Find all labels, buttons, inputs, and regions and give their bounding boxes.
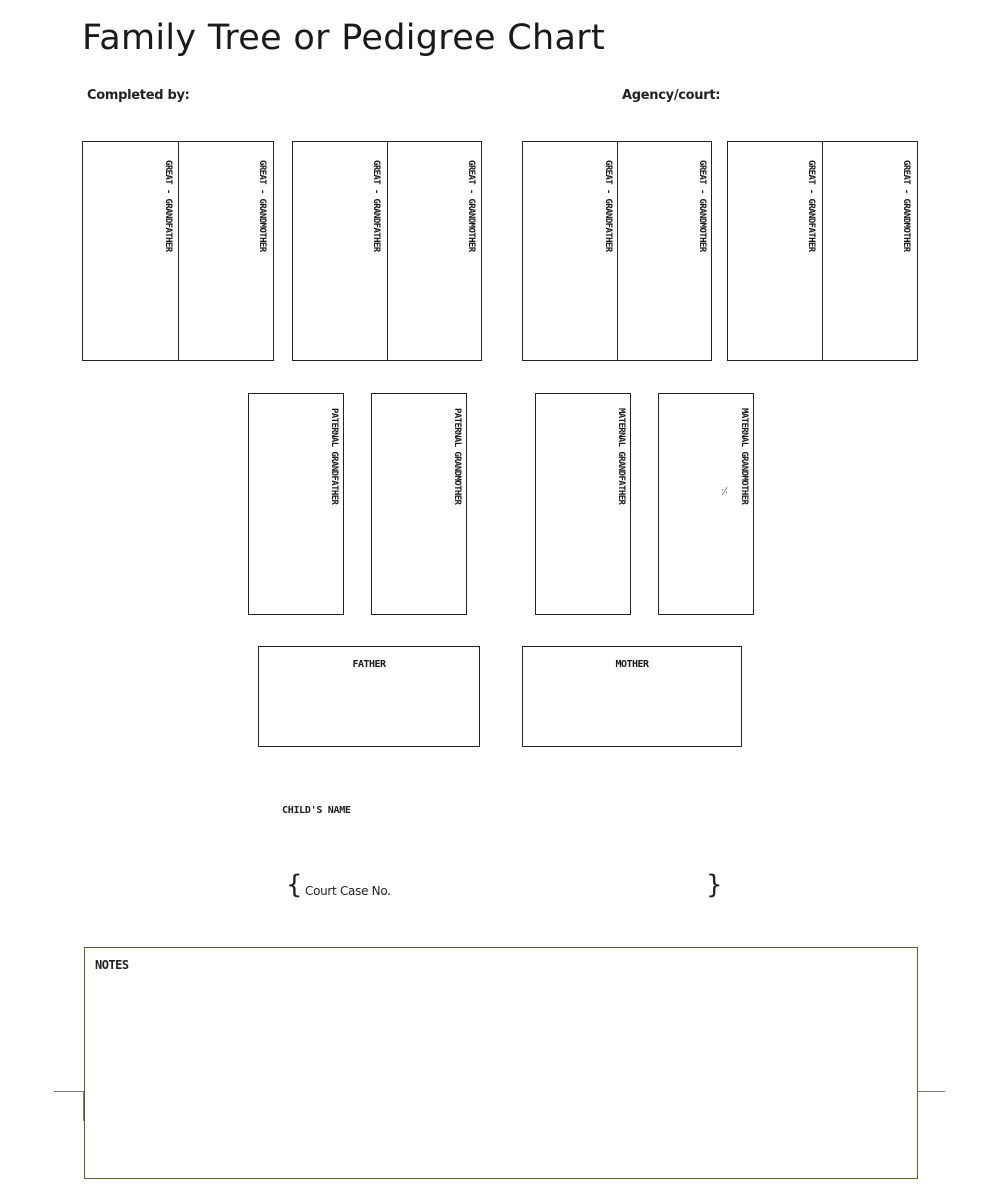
court-case-no-label: Court Case No.: [305, 884, 391, 898]
mother-label: MOTHER: [615, 659, 649, 670]
close-brace: }: [706, 870, 723, 900]
stray-mark-icon: ⸓: [721, 485, 729, 498]
maternal-grandfather-label: MATERNAL GRANDFATHER: [616, 408, 626, 505]
childs-name-label: CHILD'S NAME: [282, 805, 351, 816]
open-brace: {: [286, 870, 303, 900]
father-label: FATHER: [352, 659, 386, 670]
father-box[interactable]: [258, 646, 480, 747]
great-grandmother-label: GREAT - GRANDMOTHER: [697, 160, 707, 252]
great-grandparents-box-3[interactable]: [522, 141, 712, 361]
paternal-grandmother-label: PATERNAL GRANDMOTHER: [452, 408, 462, 505]
paternal-grandfather-label: PATERNAL GRANDFATHER: [329, 408, 339, 505]
great-grandparents-box-2[interactable]: [292, 141, 482, 361]
great-grandfather-label: GREAT - GRANDFATHER: [163, 160, 173, 252]
paternal-grandmother-box[interactable]: [371, 393, 467, 615]
maternal-grandfather-box[interactable]: [535, 393, 631, 615]
great-grandfather-label: GREAT - GRANDFATHER: [371, 160, 381, 252]
agency-court-label: Agency/court:: [622, 88, 721, 103]
page-title: Family Tree or Pedigree Chart: [82, 18, 605, 58]
notes-box[interactable]: [84, 947, 918, 1179]
divider: [387, 142, 388, 360]
great-grandparents-box-1[interactable]: [82, 141, 274, 361]
paternal-grandfather-box[interactable]: [248, 393, 344, 615]
divider: [178, 142, 179, 360]
divider: [822, 142, 823, 360]
page-margin-rule-left: [54, 1091, 85, 1092]
great-grandfather-label: GREAT - GRANDFATHER: [603, 160, 613, 252]
great-grandmother-label: GREAT - GRANDMOTHER: [901, 160, 911, 252]
page-margin-rule-right: [917, 1091, 945, 1092]
maternal-grandmother-box[interactable]: [658, 393, 754, 615]
great-grandmother-label: GREAT - GRANDMOTHER: [466, 160, 476, 252]
maternal-grandmother-label: MATERNAL GRANDMOTHER: [739, 408, 749, 505]
notes-label: NOTES: [95, 958, 129, 972]
great-grandfather-label: GREAT - GRANDFATHER: [806, 160, 816, 252]
great-grandparents-box-4[interactable]: [727, 141, 918, 361]
divider: [617, 142, 618, 360]
mother-box[interactable]: [522, 646, 742, 747]
completed-by-label: Completed by:: [87, 88, 190, 103]
great-grandmother-label: GREAT - GRANDMOTHER: [257, 160, 267, 252]
